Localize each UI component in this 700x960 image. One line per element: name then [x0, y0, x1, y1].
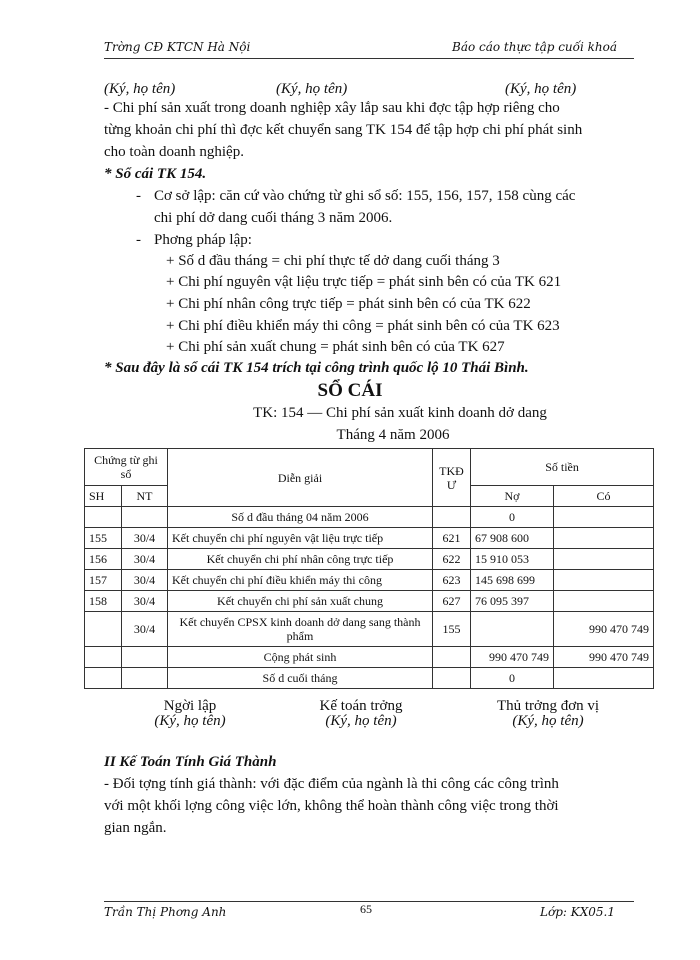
table-row-opening: [85, 507, 654, 528]
table-row-transfer: [85, 612, 654, 647]
prev-signature-note-2: (Ký, họ tên): [276, 81, 348, 97]
table-row-total: [85, 647, 654, 668]
cell-sh: 156: [85, 549, 122, 570]
ledger-title: SỔ CÁI: [317, 380, 383, 401]
cell-desc: Kết chuyển chi phí nguyên vật liệu trực tiếp: [168, 528, 433, 549]
header-report-title: Báo cáo thực tập cuối khoá: [452, 40, 618, 54]
prev-signature-note-3: (Ký, họ tên): [505, 81, 577, 97]
cell-co: [554, 591, 654, 612]
signature-director: [478, 699, 618, 729]
method-item: + Chi phí sản xuất chung = phát sinh bên có của TK 627: [166, 339, 505, 355]
intro-line-1: - Chi phí sản xuất trong doanh nghiệp xây lắp sau khi đợc tập hợp riêng cho: [104, 100, 560, 116]
cell-sh: [85, 612, 122, 647]
signature-preparer: [140, 699, 240, 729]
col-header-no: Nợ: [471, 486, 554, 507]
closing-desc: Số d cuối tháng: [168, 668, 433, 689]
cell-nt: 30/4: [122, 591, 168, 612]
dash-bullet-1: -: [136, 188, 141, 204]
header-rule: [104, 58, 634, 59]
section-2-line-2: với một khối lợng công việc lớn, không thể hoàn thành công việc trong thời: [104, 798, 559, 814]
col-header-sh: SH: [85, 486, 122, 507]
total-desc: Cộng phát sinh: [168, 647, 433, 668]
opening-no: 0: [471, 507, 554, 528]
table-header-row: [85, 449, 654, 486]
total-co: 990 470 749: [554, 647, 654, 668]
section-2-line-3: gian ngắn.: [104, 820, 167, 836]
cell-tk: 621: [433, 528, 471, 549]
cell-nt: 30/4: [122, 570, 168, 591]
cell-tk: 623: [433, 570, 471, 591]
col-header-so-tien: Số tiền: [471, 449, 654, 486]
method-item: + Chi phí điều khiển máy thi công = phát sinh bên có của TK 623: [166, 318, 560, 334]
method-item: + Chi phí nhân công trực tiếp = phát sinh bên có của TK 622: [166, 296, 531, 312]
cell-no: [471, 612, 554, 647]
ledger-table: [84, 448, 654, 689]
table-row: [85, 570, 654, 591]
cell-co: 990 470 749: [554, 612, 654, 647]
closing-no: 0: [471, 668, 554, 689]
table-row-closing: [85, 668, 654, 689]
col-header-tkdu: TKĐ Ư: [433, 449, 471, 507]
cell-desc: Kết chuyển CPSX kinh doanh dở dang sang thành phẩm: [168, 612, 433, 647]
total-no: 990 470 749: [471, 647, 554, 668]
note-line: * Sau đây là sổ cái TK 154 trích tại công trình quốc lộ 10 Thái Bình.: [104, 360, 529, 376]
col-header-chung-tu: Chứng từ ghi sổ: [85, 449, 168, 486]
signature-role: Ngời lập: [163, 698, 217, 714]
section-2-heading: II Kế Toán Tính Giá Thành: [104, 754, 277, 770]
cell-tk: 627: [433, 591, 471, 612]
cell-no: 15 910 053: [471, 549, 554, 570]
cell-desc: Kết chuyển chi phí nhân công trực tiếp: [168, 549, 433, 570]
ledger-period: Tháng 4 năm 2006: [336, 427, 450, 443]
dash-bullet-2: -: [136, 232, 141, 248]
cell-sh: 155: [85, 528, 122, 549]
intro-line-3: cho toàn doanh nghiệp.: [104, 144, 244, 160]
cell-nt: 30/4: [122, 549, 168, 570]
cell-desc: Kết chuyển chi phí điều khiển máy thi công: [168, 570, 433, 591]
method-heading: Phơng pháp lập:: [154, 232, 252, 248]
so-cai-heading: * Sổ cái TK 154.: [104, 166, 207, 182]
col-header-nt: NT: [122, 486, 168, 507]
cell-sh: 157: [85, 570, 122, 591]
cell-nt: 30/4: [122, 612, 168, 647]
ledger-subtitle: TK: 154 — Chi phí sản xuất kinh doanh dở dang: [253, 405, 547, 421]
basis-line-2: chi phí dở dang cuối tháng 3 năm 2006.: [154, 210, 393, 226]
col-header-co: Có: [554, 486, 654, 507]
signature-chief-accountant: [306, 699, 416, 729]
intro-line-2: từng khoản chi phí thì đợc kết chuyển sang TK 154 để tập hợp chi phí phát sinh: [104, 122, 583, 138]
cell-co: [554, 549, 654, 570]
col-header-dien-giai: Diễn giải: [168, 449, 433, 507]
cell-no: 76 095 397: [471, 591, 554, 612]
signature-note: (Ký, họ tên): [512, 713, 584, 729]
prev-signature-note-1: (Ký, họ tên): [104, 81, 176, 97]
cell-no: 67 908 600: [471, 528, 554, 549]
section-2-line-1: - Đối tợng tính giá thành: với đặc điểm của ngành là thi công các công trình: [104, 776, 559, 792]
table-row: [85, 528, 654, 549]
opening-desc: Số d đầu tháng 04 năm 2006: [168, 507, 433, 528]
method-item: + Chi phí nguyên vật liệu trực tiếp = phát sinh bên có của TK 621: [166, 274, 562, 290]
cell-tk: 622: [433, 549, 471, 570]
cell-desc: Kết chuyển chi phí sản xuất chung: [168, 591, 433, 612]
table-row: [85, 591, 654, 612]
table-row: [85, 549, 654, 570]
signature-note: (Ký, họ tên): [154, 713, 226, 729]
cell-sh: 158: [85, 591, 122, 612]
page-number: 65: [360, 902, 372, 916]
signature-role: Thủ trởng đơn vị: [496, 698, 600, 714]
signature-note: (Ký, họ tên): [325, 713, 397, 729]
signature-role: Kế toán trởng: [319, 698, 403, 714]
footer-author: Trần Thị Phơng Anh: [104, 905, 227, 919]
cell-nt: 30/4: [122, 528, 168, 549]
cell-co: [554, 528, 654, 549]
basis-line-1: Cơ sở lập: căn cứ vào chứng từ ghi sổ số: 155, 156, 157, 158 cùng các: [154, 188, 576, 204]
method-item: + Số d đầu tháng = chi phí thực tế dở dang cuối tháng 3: [166, 253, 500, 269]
cell-tk: 155: [433, 612, 471, 647]
cell-co: [554, 570, 654, 591]
footer-class: Lớp: KX05.1: [540, 905, 615, 919]
cell-no: 145 698 699: [471, 570, 554, 591]
header-school: Trờng CĐ KTCN Hà Nội: [104, 40, 251, 54]
